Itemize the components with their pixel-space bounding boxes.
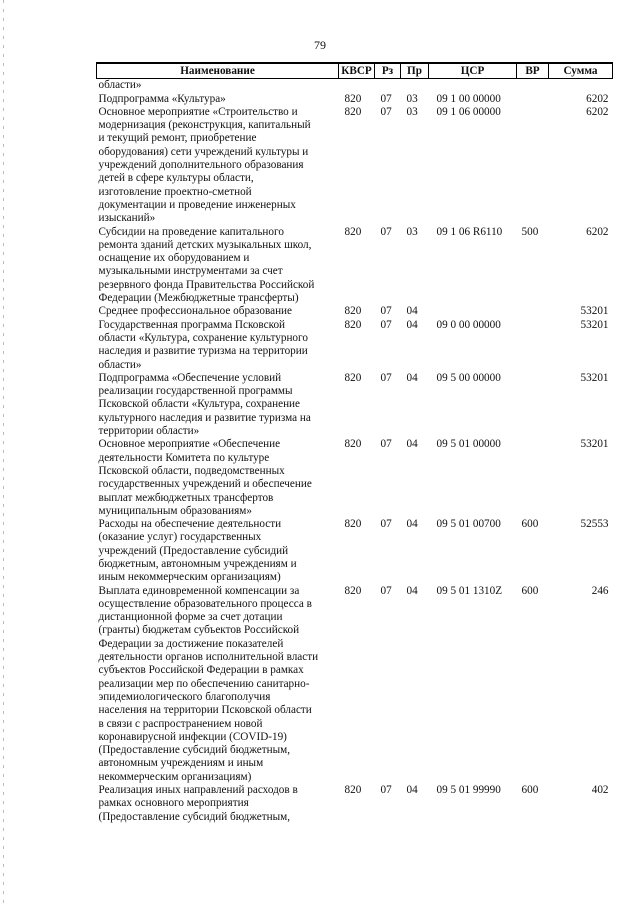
scan-edge-mark bbox=[3, 0, 4, 905]
cell-kvsr: 820 bbox=[344, 225, 362, 238]
cell-name: Расходы на обеспечение деятельности (оказание услуг) государственных учреждений (Предоставление субсидий бюджетным, автономным учреждениям и иным некоммерческим организациям) bbox=[98, 518, 297, 584]
cell-csr bbox=[429, 305, 517, 318]
cell-pr: 04 bbox=[406, 438, 418, 451]
cell-sum: 53201 bbox=[580, 305, 609, 318]
page-number: 79 bbox=[314, 38, 326, 52]
cell-pr: 04 bbox=[406, 318, 418, 331]
cell-name: Подпрограмма «Культура» bbox=[98, 92, 226, 105]
cell-name: Основное мероприятие «Строительство и модернизация (реконструкция, капитальный и текущий ремонт, приобретение оборудования) сети учреждений культуры и учреждений дополнительного образования детей в сфере культуры области, изготовление проектно-сметной документации и проведение инженерных изысканий» bbox=[98, 105, 311, 225]
cell-pr: 03 bbox=[406, 225, 418, 238]
cell-name: Выплата единовременной компенсации за осуществление образовательного процесса в дистанционной форме за счет дотации (гранты) бюджетам субъектов Российской Федерации за достижение показателей деятельности органов исполнительной власти субъектов Российской Федерации в рамках реализации мер по обеспечению санитарно- эпидемиологического благополучия населения на территории Псковской области в связи с распространением новой коронавирусной инфекции (COVID-19) (Предоставление субсидий бюджетным, автономным учреждениям и иным некоммерческим организациям) bbox=[98, 584, 319, 783]
budget-table bbox=[96, 62, 613, 824]
cell-rz bbox=[375, 79, 401, 93]
cell-pr bbox=[401, 79, 429, 93]
cell-kvsr: 820 bbox=[344, 438, 362, 451]
cell-kvsr: 820 bbox=[344, 371, 362, 384]
cell-pr: 04 bbox=[406, 371, 418, 384]
table-row bbox=[97, 226, 613, 306]
cell-vr bbox=[517, 438, 549, 518]
cell-sum: 53201 bbox=[580, 318, 609, 331]
cell-csr: 09 1 00 00000 bbox=[436, 92, 501, 105]
cell-vr bbox=[517, 93, 549, 106]
cell-kvsr: 820 bbox=[344, 518, 362, 531]
cell-pr: 04 bbox=[406, 584, 418, 597]
cell-kvsr: 820 bbox=[344, 584, 362, 597]
cell-name: Государственная программа Псковской области «Культура, сохранение культурного наследия и развитие туризма на территории области» bbox=[98, 318, 308, 371]
cell-pr: 03 bbox=[406, 92, 418, 105]
cell-sum: 246 bbox=[591, 584, 609, 597]
header-pr: Пр bbox=[401, 63, 429, 79]
cell-name: области» bbox=[98, 79, 142, 92]
cell-vr: 600 bbox=[521, 518, 539, 531]
cell-rz: 07 bbox=[380, 105, 392, 118]
header-kvsr: КВСР bbox=[339, 63, 375, 79]
cell-vr bbox=[517, 79, 549, 93]
header-vr: ВР bbox=[517, 63, 549, 79]
header-name: Наименование bbox=[97, 63, 339, 79]
header-rz: Рз bbox=[375, 63, 401, 79]
cell-pr: 03 bbox=[406, 105, 418, 118]
table-row bbox=[97, 784, 613, 824]
cell-csr: 09 5 01 1310Z bbox=[436, 584, 503, 597]
table-row bbox=[97, 438, 613, 518]
cell-sum: 6202 bbox=[586, 92, 609, 105]
cell-csr: 09 1 06 00000 bbox=[436, 105, 501, 118]
header-csr: ЦСР bbox=[429, 63, 517, 79]
cell-rz: 07 bbox=[380, 784, 392, 797]
cell-csr bbox=[429, 79, 517, 93]
table-row bbox=[97, 79, 613, 93]
cell-rz: 07 bbox=[380, 584, 392, 597]
cell-sum: 6202 bbox=[586, 225, 609, 238]
table-body bbox=[97, 79, 613, 824]
cell-sum: 402 bbox=[591, 784, 609, 797]
cell-name: Основное мероприятие «Обеспечение деятельности Комитета по культуре Псковской области, подведомственных государственных учреждений и обеспечение выплат межбюджетных трансфертов муниципальным образованиям» bbox=[98, 438, 312, 517]
cell-name: Реализация иных направлений расходов в рамках основного мероприятия (Предоставление субсидий бюджетным, bbox=[98, 784, 298, 823]
cell-sum: 52553 bbox=[580, 518, 609, 531]
cell-sum: 53201 bbox=[580, 371, 609, 384]
cell-vr bbox=[517, 319, 549, 372]
cell-vr: 600 bbox=[521, 784, 539, 797]
cell-sum: 6202 bbox=[586, 105, 609, 118]
table-row bbox=[97, 93, 613, 106]
cell-rz: 07 bbox=[380, 518, 392, 531]
cell-csr: 09 5 01 00700 bbox=[436, 518, 501, 531]
cell-csr: 09 5 01 99990 bbox=[436, 784, 501, 797]
table-row bbox=[97, 319, 613, 372]
cell-vr bbox=[517, 372, 549, 438]
cell-vr: 500 bbox=[521, 225, 539, 238]
cell-csr: 09 5 00 00000 bbox=[436, 371, 501, 384]
cell-pr: 04 bbox=[406, 784, 418, 797]
cell-csr: 09 0 00 00000 bbox=[436, 318, 501, 331]
cell-kvsr: 820 bbox=[344, 92, 362, 105]
cell-name: Субсидии на проведение капитального ремонта зданий детских музыкальных школ, оснащение их оборудованием и музыкальными инструментами за счет резервного фонда Правительства Российской Федерации (Межбюджетные трансферты) bbox=[98, 225, 315, 305]
table-row bbox=[97, 518, 613, 584]
header-sum: Сумма bbox=[549, 63, 613, 79]
table-row bbox=[97, 585, 613, 784]
cell-rz: 07 bbox=[380, 92, 392, 105]
cell-pr: 04 bbox=[406, 305, 418, 318]
cell-vr bbox=[517, 106, 549, 226]
cell-csr: 09 1 06 R6110 bbox=[436, 225, 503, 238]
cell-sum: 53201 bbox=[580, 438, 609, 451]
cell-vr bbox=[517, 305, 549, 318]
cell-kvsr bbox=[339, 79, 375, 93]
cell-kvsr: 820 bbox=[344, 305, 362, 318]
table-row bbox=[97, 372, 613, 438]
cell-rz: 07 bbox=[380, 318, 392, 331]
table-row bbox=[97, 106, 613, 226]
cell-kvsr: 820 bbox=[344, 784, 362, 797]
cell-pr: 04 bbox=[406, 518, 418, 531]
cell-csr: 09 5 01 00000 bbox=[436, 438, 501, 451]
cell-rz: 07 bbox=[380, 371, 392, 384]
cell-sum bbox=[549, 79, 613, 93]
cell-rz: 07 bbox=[380, 225, 392, 238]
cell-rz: 07 bbox=[380, 305, 392, 318]
cell-rz: 07 bbox=[380, 438, 392, 451]
table-row bbox=[97, 305, 613, 318]
table-header bbox=[97, 63, 613, 79]
cell-kvsr: 820 bbox=[344, 318, 362, 331]
cell-name: Подпрограмма «Обеспечение условий реализации государственной программы Псковской области «Культура, сохранение культурного наследия и развитие туризма на территории области» bbox=[98, 371, 311, 438]
cell-vr: 600 bbox=[521, 584, 539, 597]
cell-name: Среднее профессиональное образование bbox=[98, 305, 293, 318]
cell-kvsr: 820 bbox=[344, 105, 362, 118]
